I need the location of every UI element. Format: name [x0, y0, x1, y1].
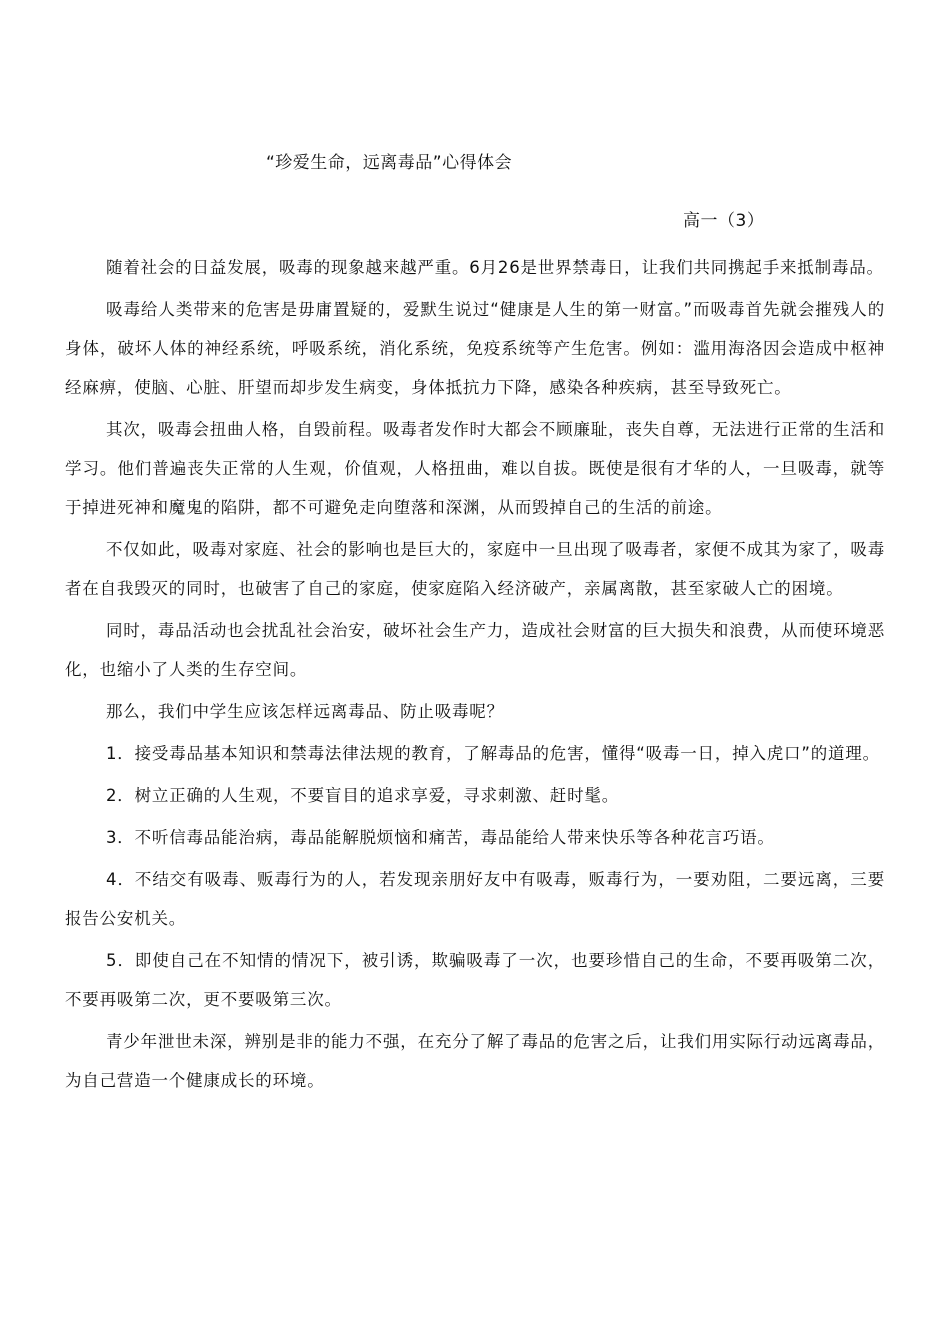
list-item-5: 5．即使自己在不知情的情况下，被引诱，欺骗吸毒了一次，也要珍惜自己的生命，不要再吸第二次，不要再吸第二次，更不要吸第三次。: [65, 951, 885, 1009]
list-item-4: 4．不结交有吸毒、贩毒行为的人，若发现亲朋好友中有吸毒，贩毒行为，一要劝阻，二要远离，三要报告公安机关。: [65, 870, 885, 928]
paragraph-society-harm: 同时，毒品活动也会扰乱社会治安，破坏社会生产力，造成社会财富的巨大损失和浪费，从而使环境恶化，也缩小了人类的生存空间。: [65, 621, 885, 679]
class-label: 高一（3）: [683, 211, 765, 231]
paragraph-personality-harm: 其次，吸毒会扭曲人格，自毁前程。吸毒者发作时大都会不顾廉耻，丧失自尊，无法进行正常的生活和学习。他们普遍丧失正常的人生观，价值观，人格扭曲，难以自拔。既使是很有才华的人，一旦吸毒，就等于掉进死神和魔鬼的陷阱，都不可避免走向堕落和深渊，从而毁掉自己的生活的前途。: [65, 420, 885, 517]
paragraph-family-harm: 不仅如此，吸毒对家庭、社会的影响也是巨大的，家庭中一旦出现了吸毒者，家便不成其为家了，吸毒者在自我毁灭的同时，也破害了自己的家庭，使家庭陷入经济破产，亲属离散，甚至家破人亡的困境。: [65, 540, 885, 598]
paragraph-intro: 随着社会的日益发展，吸毒的现象越来越严重。6月26是世界禁毒日，让我们共同携起手来抵制毒品。: [106, 258, 884, 277]
document-body: [65, 248, 885, 1103]
paragraph-conclusion: 青少年泄世未深，辨别是非的能力不强，在充分了解了毒品的危害之后，让我们用实际行动远离毒品，为自己营造一个健康成长的环境。: [65, 1032, 885, 1090]
document-title: “珍爱生命，远离毒品”心得体会: [266, 153, 513, 173]
paragraph-question: 那么，我们中学生应该怎样远离毒品、防止吸毒呢？: [106, 702, 504, 721]
list-item-2: 2．树立正确的人生观，不要盲目的追求享爱，寻求刺激、赶时髦。: [106, 786, 619, 805]
list-item-1: 1．接受毒品基本知识和禁毒法律法规的教育，了解毒品的危害，懂得“吸毒一日，掉入虎口”的道理。: [106, 744, 880, 763]
paragraph-health-harm: 吸毒给人类带来的危害是毋庸置疑的，爱默生说过“健康是人生的第一财富。”而吸毒首先就会摧残人的身体，破坏人体的神经系统，呼吸系统，消化系统，免疫系统等产生危害。例如：滥用海洛因会造成中枢神经麻痹，使脑、心脏、肝望而却步发生病变，身体抵抗力下降，感染各种疾病，甚至导致死亡。: [65, 300, 885, 397]
list-item-3: 3．不听信毒品能治病，毒品能解脱烦恼和痛苦，毒品能给人带来快乐等各种花言巧语。: [106, 828, 775, 847]
